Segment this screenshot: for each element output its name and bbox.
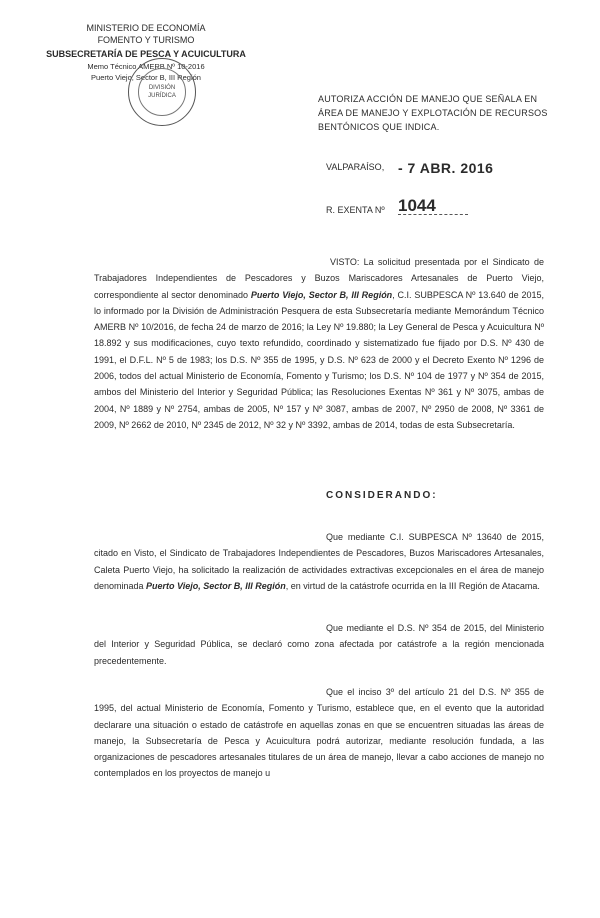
stamp-text: DIVISIÓN JURÍDICA <box>148 85 176 99</box>
visto-lead: VISTO: La solicitud presentada por el Sindicato de Trabajadores Independientes de Pescadores y Buzos Mariscadores Artesanales de Puerto Viejo, correspondiente al sector denominado <box>94 257 544 300</box>
ministry-subline: FOMENTO Y TURISMO <box>97 35 195 45</box>
resolution-title: AUTORIZA ACCIÓN DE MANEJO QUE SEÑALA EN ÁREA DE MANEJO Y EXPLOTACIÓN DE RECURSOS BENTÓNICOS QUE INDICA. <box>318 94 548 132</box>
resolution-label: R. EXENTA Nº <box>326 205 385 215</box>
visto-sector: Puerto Viejo, Sector B, III Región <box>250 289 393 300</box>
considerando1-lead: Que mediante C.I. SUBPESCA Nº 13640 de 2015, citado en Visto, el Sindicato de Trabajadores Independientes de Pescadores, Buzos Mariscadores Artesanales, Caleta Puerto Viejo, ha solicitado la realización de actividades extractivas excepcionales en el área de manejo denominada <box>94 532 544 591</box>
date-value: - 7 ABR. 2016 <box>398 160 494 176</box>
sector-line: Puerto Viejo, Sector B, III Región <box>91 73 201 82</box>
considerando1-rest: , en virtud de la catástrofe ocurrida en la III Región de Atacama. <box>285 580 540 591</box>
considerando-paragraph-3: Que el inciso 3º del artículo 21 del D.S. Nº 355 de 1995, del actual Ministerio de Economía, Fomento y Turismo, establece que, en el evento que la autoridad declarare una situación o estado de catástrofe en aquellas zonas en que se encuentren situadas las áreas de manejo, la Subsecretaría de Pesca y Acuicultura podrá autorizar, mediante resolución fundada, a las organizaciones de pescadores artesanales titulares de un área de manejo, llevar a cabo acciones de manejo no contemplados en los proyectos de manejo u <box>94 687 544 779</box>
subsecretaria-line: SUBSECRETARÍA DE PESCA Y ACUICULTURA <box>46 49 246 59</box>
date-label: VALPARAÍSO, <box>326 162 385 172</box>
visto-paragraph <box>94 254 544 433</box>
considerando-heading: CONSIDERANDO: <box>326 490 438 501</box>
visto-rest: , C.I. SUBPESCA Nº 13.640 de 2015, lo informado por la División de Administración Pesquera de esta Subsecretaría mediante Memorándum Técnico AMERB Nº 10/2016, de fecha 24 de marzo de 2016; la Ley Nº 19.880; la Ley General de Pesca y Acuicultura Nº 18.892 y sus modificaciones, cuyo texto refundido, coordinado y sistematizado fue fijado por D.S. Nº 430 de 1991, el D.F.L. Nº 5 de 1983; los D.S. Nº 355 de 1995, y D.S. Nº 623 de 2000 y el Decreto Exento Nº 1296 de 2006, todos del actual Ministerio de Economía, Fomento y Turismo; los D.S. Nº 104 de 1977 y Nº 354 de 2015, ambos del Ministerio del Interior y Seguridad Pública; las Resoluciones Exentas Nº 361 y Nº 3075, ambas de 2004, Nº 1889 y Nº 2754, ambas de 2005, Nº 157 y Nº 3087, ambas de 2007, Nº 2950 de 2008, Nº 3361 de 2009, Nº 2662 de 2010, Nº 2345 de 2012, Nº 32 y Nº 3392, ambas de 2014, todas de esta Subsecretaría. <box>94 289 544 430</box>
considerando-paragraph-2: Que mediante el D.S. Nº 354 de 2015, del Ministerio del Interior y Seguridad Pública, se declaró como zona afectada por catástrofe a la región mencionada precedentemente. <box>94 623 544 666</box>
considerando1-sector: Puerto Viejo, Sector B, III Región <box>146 580 286 591</box>
resolution-number: 1044 <box>398 196 436 215</box>
resolution-underline <box>398 214 468 215</box>
ministry-line: MINISTERIO DE ECONOMÍA <box>86 23 206 33</box>
considerando-paragraph-1 <box>94 529 544 594</box>
memo-line: Memo Técnico AMERB Nº 10-2016 <box>87 62 205 71</box>
